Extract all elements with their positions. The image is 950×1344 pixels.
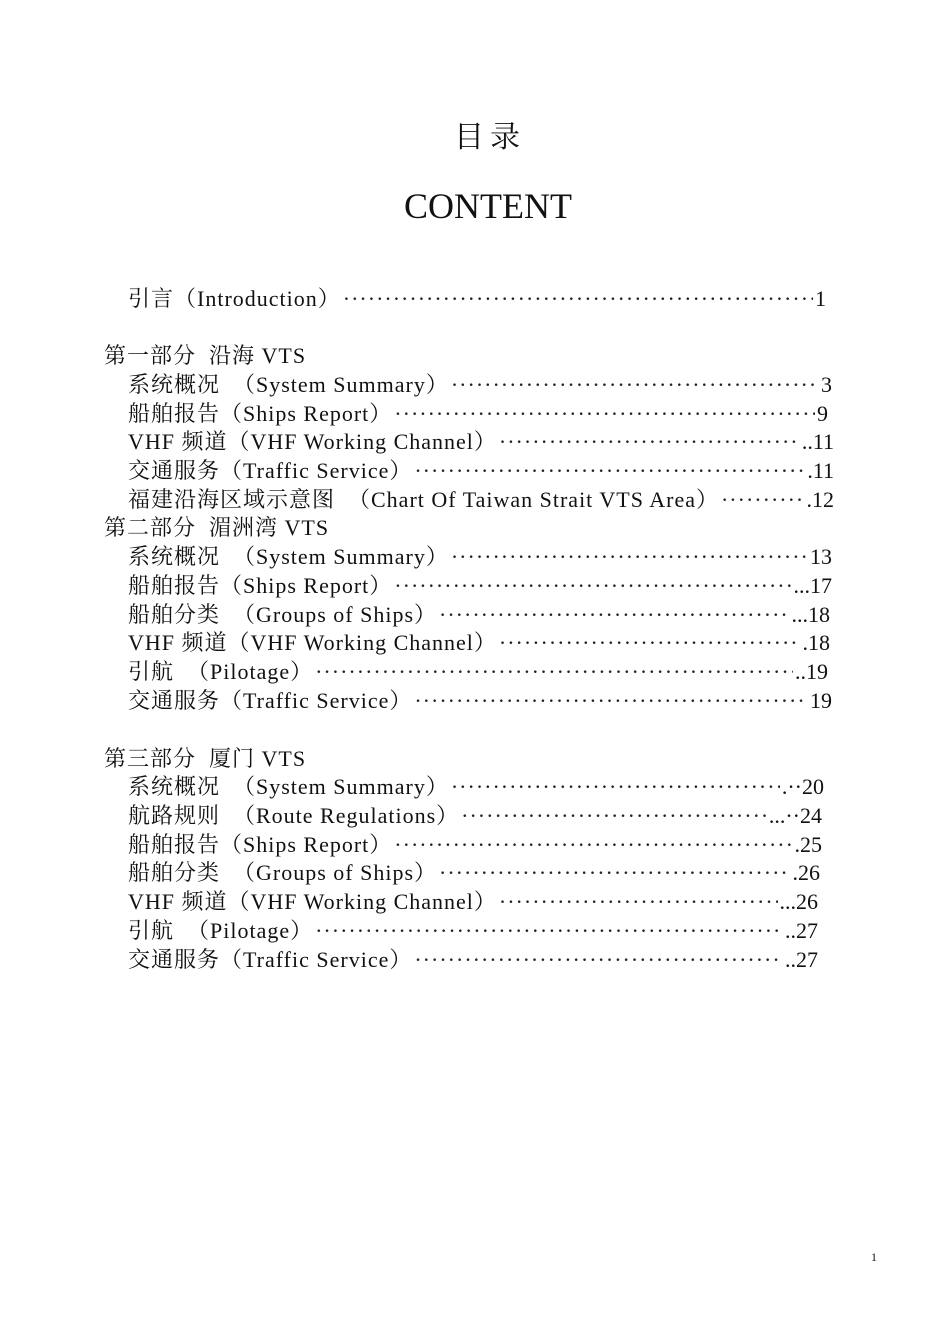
toc-entry[interactable] <box>128 658 828 686</box>
toc-entry[interactable] <box>128 946 818 974</box>
dot-leader <box>499 629 801 657</box>
toc-entry-page: ...17 <box>793 573 832 598</box>
toc-entry[interactable] <box>128 629 830 657</box>
toc-entry-label: VHF 频道（VHF Working Channel） <box>128 889 497 914</box>
toc-entry-page: 1 <box>815 286 826 311</box>
dot-leader <box>461 802 767 830</box>
section-heading-part1: 第一部分 沿海 VTS <box>104 343 307 368</box>
dot-leader <box>414 687 808 715</box>
dot-leader <box>721 486 805 514</box>
toc-entry[interactable] <box>128 486 834 514</box>
toc-entry[interactable] <box>128 601 830 629</box>
toc-entry-label: 交通服务（Traffic Service） <box>128 947 413 972</box>
toc-entry-label: VHF 频道（VHF Working Channel） <box>128 429 497 454</box>
toc-entry-page: ...··24 <box>768 803 822 828</box>
toc-entry-label: 交通服务（Traffic Service） <box>128 458 413 483</box>
toc-entry-label: 引航 （Pilotage） <box>128 659 314 684</box>
toc-entry-label: 系统概况 （System Summary） <box>128 372 449 397</box>
toc-entry-label: 船舶分类 （Groups of Ships） <box>128 860 438 885</box>
toc-entry-page: 13 <box>810 544 832 569</box>
toc-entry[interactable] <box>128 687 832 715</box>
toc-entry-page: .18 <box>802 630 830 655</box>
toc-entry-introduction[interactable] <box>128 285 826 313</box>
toc-entry-page: ..11 <box>801 429 834 454</box>
toc-entry[interactable] <box>128 859 820 887</box>
toc-entry[interactable] <box>128 888 818 916</box>
toc-entry-label: 交通服务（Traffic Service） <box>128 688 413 713</box>
toc-entry-label: 船舶分类 （Groups of Ships） <box>128 602 438 627</box>
dot-leader <box>315 917 783 945</box>
dot-leader <box>451 543 808 571</box>
toc-entry-page: ..27 <box>785 947 818 972</box>
dot-leader <box>315 658 793 686</box>
toc-entry-page: .··20 <box>781 774 824 799</box>
toc-entry[interactable] <box>128 773 824 801</box>
toc-entry[interactable] <box>128 917 818 945</box>
toc-entry-label: 引航 （Pilotage） <box>128 918 314 943</box>
dot-leader <box>414 946 783 974</box>
toc-entry-page: 9 <box>817 401 828 426</box>
toc-entry-page: 3 <box>821 372 832 397</box>
toc-entry[interactable] <box>128 400 828 428</box>
toc-entry-page: .11 <box>807 458 834 483</box>
toc-entry-page: ..27 <box>785 918 818 943</box>
toc-entry-page: ...26 <box>779 889 818 914</box>
toc-entry[interactable] <box>128 802 822 830</box>
toc-entry-label: 引言（Introduction） <box>128 286 341 311</box>
toc-entry-label: 系统概况 （System Summary） <box>128 774 449 799</box>
dot-leader <box>394 831 792 859</box>
dot-leader <box>439 859 790 887</box>
toc-entry-page: ..19 <box>795 659 828 684</box>
dot-leader <box>343 285 813 313</box>
toc-entry-label: 船舶报告（Ships Report） <box>128 832 393 857</box>
dot-leader <box>451 773 780 801</box>
toc-entry-label: 系统概况 （System Summary） <box>128 544 449 569</box>
toc-entry[interactable] <box>128 371 832 399</box>
toc-entry-label: 航路规则 （Route Regulations） <box>128 803 460 828</box>
dot-leader <box>451 371 819 399</box>
toc-entry-label: 船舶报告（Ships Report） <box>128 401 393 426</box>
toc-entry-page: .26 <box>792 860 820 885</box>
dot-leader <box>499 888 778 916</box>
toc-entry-label: 福建沿海区域示意图 （Chart Of Taiwan Strait VTS Area） <box>128 487 719 512</box>
section-heading-part3: 第三部分 厦门 VTS <box>104 746 307 771</box>
dot-leader <box>439 601 789 629</box>
toc-entry[interactable] <box>128 572 832 600</box>
toc-entry[interactable] <box>128 831 822 859</box>
toc-entry[interactable] <box>128 428 834 456</box>
toc-entry-label: VHF 频道（VHF Working Channel） <box>128 630 497 655</box>
dot-leader <box>414 457 805 485</box>
toc-entry[interactable] <box>128 457 834 485</box>
page-number: 1 <box>871 1250 877 1264</box>
toc-entry-page: ...18 <box>791 602 830 627</box>
toc-entry[interactable] <box>128 543 832 571</box>
toc-entry-page: 19 <box>810 688 832 713</box>
page-title-english: CONTENT <box>404 186 572 226</box>
toc-entry-page: .25 <box>794 832 822 857</box>
toc-entry-label: 船舶报告（Ships Report） <box>128 573 393 598</box>
section-heading-part2: 第二部分 湄洲湾 VTS <box>104 515 330 540</box>
dot-leader <box>394 400 815 428</box>
toc-entry-page: .12 <box>806 487 834 512</box>
page-title-chinese: 目录 <box>454 121 526 154</box>
dot-leader <box>499 428 800 456</box>
dot-leader <box>394 572 791 600</box>
